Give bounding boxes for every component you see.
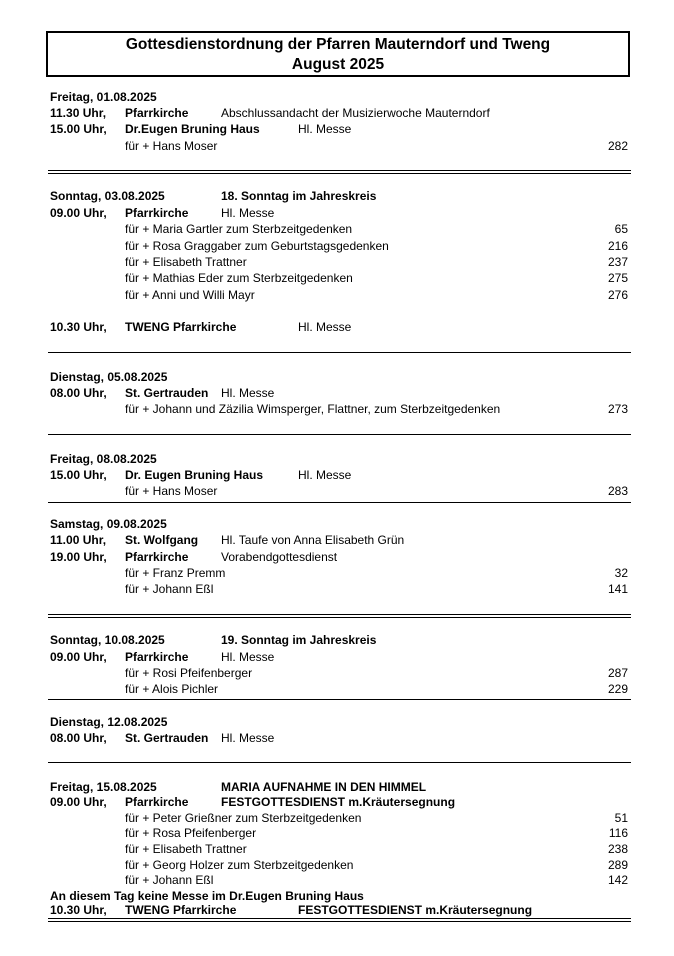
time-label: 09.00 Uhr,	[50, 206, 107, 220]
intention-number: 283	[607, 484, 628, 498]
location-label: Dr. Eugen Bruning Haus	[125, 468, 264, 482]
location-label: TWENG Pfarrkirche	[125, 903, 237, 917]
feast-label: MARIA AUFNAHME IN DEN HIMMEL	[221, 780, 427, 794]
intention-row	[50, 139, 630, 154]
date-label: Freitag, 08.08.2025	[50, 452, 157, 466]
time-label: 09.00 Uhr,	[50, 795, 107, 809]
day-heading	[50, 90, 630, 105]
location-label: St. Gertrauden	[125, 731, 209, 745]
intention-row	[50, 222, 630, 237]
date-label: Freitag, 15.08.2025	[50, 780, 157, 794]
intention-label: für + Elisabeth Trattner	[125, 255, 247, 269]
notice-label: An diesem Tag keine Messe im Dr.Eugen Bruning Haus	[50, 889, 364, 903]
time-label: 15.00 Uhr,	[50, 468, 107, 482]
service-row	[50, 206, 630, 221]
intention-number: 282	[607, 139, 628, 153]
intention-number: 276	[607, 288, 628, 302]
intention-row	[50, 858, 630, 873]
intention-label: für + Hans Moser	[125, 139, 218, 153]
intention-number: 275	[607, 271, 628, 285]
service-row	[50, 731, 630, 746]
intention-number: 141	[607, 582, 628, 596]
service-label: FESTGOTTESDIENST m.Kräutersegnung	[298, 903, 533, 917]
location-label: Pfarrkirche	[125, 795, 189, 809]
day-heading	[50, 452, 630, 467]
intention-label: für + Franz Premm	[125, 566, 226, 580]
feast-label: 18. Sonntag im Jahreskreis	[221, 189, 377, 203]
intention-label: für + Johann Eßl	[125, 582, 214, 596]
day-heading	[50, 780, 630, 795]
intention-label: für + Rosi Pfeifenberger	[125, 666, 253, 680]
time-label: 15.00 Uhr,	[50, 122, 107, 136]
date-label: Freitag, 01.08.2025	[50, 90, 157, 104]
feast-label: 19. Sonntag im Jahreskreis	[221, 633, 377, 647]
document-subtitle: August 2025	[291, 56, 385, 73]
section-divider	[48, 352, 631, 353]
time-label: 09.00 Uhr,	[50, 650, 107, 664]
time-label: 19.00 Uhr,	[50, 550, 107, 564]
intention-number: 216	[607, 239, 628, 253]
notice-row	[50, 889, 630, 904]
service-row	[50, 386, 630, 401]
location-label: TWENG Pfarrkirche	[125, 320, 237, 334]
section-divider	[48, 918, 631, 922]
location-label: Pfarrkirche	[125, 206, 189, 220]
service-label: Hl. Taufe von Anna Elisabeth Grün	[221, 533, 405, 547]
intention-row	[50, 666, 630, 681]
intention-label: für + Johann und Zäzilia Wimsperger, Flattner, zum Sterbzeitgedenken	[125, 402, 501, 416]
service-row	[50, 106, 630, 121]
intention-label: für + Elisabeth Trattner	[125, 842, 247, 856]
location-label: St. Wolfgang	[125, 533, 199, 547]
document-title-box	[46, 31, 630, 77]
intention-label: für + Anni und Willi Mayr	[125, 288, 255, 302]
service-row	[50, 650, 630, 665]
service-row	[50, 122, 630, 137]
intention-row	[50, 826, 630, 841]
intention-row	[50, 582, 630, 597]
section-divider	[48, 699, 631, 700]
service-label: Abschlussandacht der Musizierwoche Mauterndorf	[221, 106, 490, 120]
intention-label: für + Georg Holzer zum Sterbzeitgedenken	[125, 858, 354, 872]
service-label: Hl. Messe	[298, 468, 352, 482]
service-row	[50, 320, 630, 335]
time-label: 10.30 Uhr,	[50, 320, 107, 334]
service-label: FESTGOTTESDIENST m.Kräutersegnung	[221, 795, 456, 809]
day-heading	[50, 370, 630, 385]
intention-number: 32	[614, 566, 628, 580]
time-label: 11.00 Uhr,	[50, 533, 107, 547]
intention-row	[50, 239, 630, 254]
service-label: Hl. Messe	[221, 386, 275, 400]
intention-row	[50, 484, 630, 499]
intention-label: für + Rosa Pfeifenberger	[125, 826, 257, 840]
day-heading	[50, 633, 630, 648]
date-label: Samstag, 09.08.2025	[50, 517, 167, 531]
intention-row	[50, 255, 630, 270]
date-label: Sonntag, 03.08.2025	[50, 189, 165, 203]
service-label: Hl. Messe	[221, 206, 275, 220]
intention-number: 237	[607, 255, 628, 269]
section-divider	[48, 502, 631, 503]
intention-row	[50, 811, 630, 826]
intention-number: 287	[607, 666, 628, 680]
intention-row	[50, 566, 630, 581]
intention-row	[50, 873, 630, 888]
service-row	[50, 468, 630, 483]
time-label: 10.30 Uhr,	[50, 903, 107, 917]
intention-label: für + Hans Moser	[125, 484, 218, 498]
intention-row	[50, 682, 630, 697]
intention-row	[50, 271, 630, 286]
intention-label: für + Mathias Eder zum Sterbzeitgedenken	[125, 271, 353, 285]
intention-number: 229	[607, 682, 628, 696]
day-heading	[50, 517, 630, 532]
service-label: Hl. Messe	[221, 731, 275, 745]
intention-label: für + Rosa Graggaber zum Geburtstagsgedenken	[125, 239, 389, 253]
day-heading	[50, 189, 630, 204]
intention-number: 238	[607, 842, 628, 856]
section-divider	[48, 762, 631, 763]
service-label: Hl. Messe	[298, 320, 352, 334]
intention-label: für + Alois Pichler	[125, 682, 219, 696]
time-label: 11.30 Uhr,	[50, 106, 107, 120]
intention-label: für + Johann Eßl	[125, 873, 214, 887]
intention-label: für + Maria Gartler zum Sterbzeitgedenken	[125, 222, 353, 236]
service-label: Hl. Messe	[298, 122, 352, 136]
service-row	[50, 795, 630, 810]
time-label: 08.00 Uhr,	[50, 731, 107, 745]
location-label: Dr.Eugen Bruning Haus	[125, 122, 260, 136]
section-divider	[48, 434, 631, 435]
section-divider	[48, 614, 631, 618]
location-label: St. Gertrauden	[125, 386, 209, 400]
intention-row	[50, 402, 630, 417]
date-label: Dienstag, 12.08.2025	[50, 715, 168, 729]
intention-number: 51	[614, 811, 628, 825]
intention-row	[50, 288, 630, 303]
location-label: Pfarrkirche	[125, 106, 189, 120]
time-label: 08.00 Uhr,	[50, 386, 107, 400]
intention-row	[50, 842, 630, 857]
intention-number: 142	[607, 873, 628, 887]
section-divider	[48, 170, 631, 174]
document-title: Gottesdienstordnung der Pfarren Mauterndorf und Tweng	[125, 36, 551, 53]
intention-number: 65	[614, 222, 628, 236]
service-row	[50, 550, 630, 565]
date-label: Sonntag, 10.08.2025	[50, 633, 165, 647]
date-label: Dienstag, 05.08.2025	[50, 370, 168, 384]
location-label: Pfarrkirche	[125, 650, 189, 664]
intention-number: 273	[607, 402, 628, 416]
intention-label: für + Peter Grießner zum Sterbzeitgedenken	[125, 811, 362, 825]
service-label: Vorabendgottesdienst	[221, 550, 338, 564]
intention-number: 116	[608, 826, 628, 840]
location-label: Pfarrkirche	[125, 550, 189, 564]
service-row	[50, 533, 630, 548]
service-label: Hl. Messe	[221, 650, 275, 664]
day-heading	[50, 715, 630, 730]
service-row	[50, 903, 630, 918]
intention-number: 289	[607, 858, 628, 872]
